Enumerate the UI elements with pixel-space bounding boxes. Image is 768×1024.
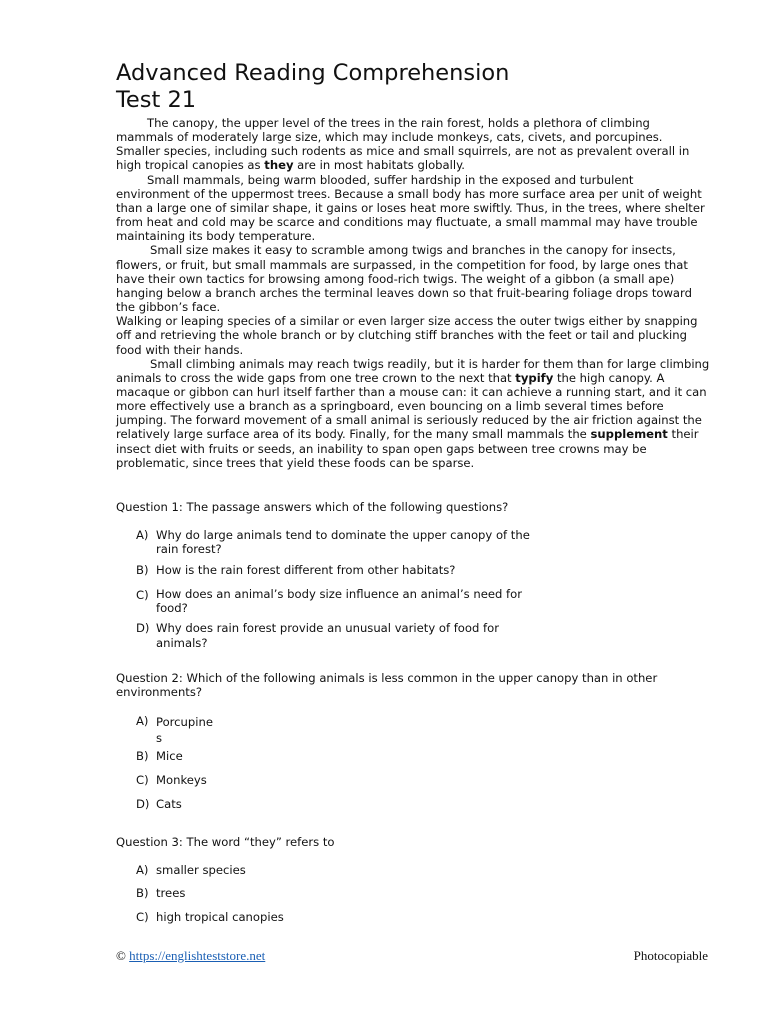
question-1-option-a[interactable] <box>116 528 596 558</box>
option-letter: B) <box>136 886 149 900</box>
option-text <box>156 714 576 746</box>
highlighted-word-typify: typify <box>515 370 554 385</box>
option-letter: D) <box>136 797 150 811</box>
option-text <box>156 749 576 763</box>
option-text-line: s <box>156 731 163 745</box>
option-text <box>156 528 576 557</box>
question-2-option-b[interactable] <box>116 749 596 765</box>
question-3-prompt: Question 3: The word “they” refers to <box>116 835 335 849</box>
option-text <box>156 773 576 787</box>
option-text-line: food? <box>156 600 188 615</box>
paragraph-text: Small climbing animals may reach twigs readily, but it is harder for them than for large climbing animals to cross the wide gaps from one tree crown to the next that <box>116 356 710 385</box>
option-text-line: Monkeys <box>156 773 207 787</box>
paragraph-text: the high canopy. A macaque or gibbon can hurl itself farther than a mouse can: it can achieve a running start, and it can more effectively use a branch as a springboard, even bouncing on a limb several times before jumping. The forward movement of a small animal is seriously reduced by the air friction against the relatively large surface area of its body. Finally, for the many small mammals the <box>116 370 707 442</box>
paragraph-text: Small size makes it easy to scramble among twigs and branches in the canopy for insects, flowers, or fruit, but small mammals are surpassed, in the competition for food, by large ones that have their own tactics for browsing among food-rich twigs. The weight of a gibbon (a small ape) hanging below a branch arches the terminal leaves down so that fruit-bearing foliage drops toward the gibbon’s face. <box>116 243 692 315</box>
option-text-line: trees <box>156 886 186 900</box>
option-text-line: How does an animal’s body size influence an animal’s need for <box>156 587 522 601</box>
paragraph-text: Small mammals, being warm blooded, suffer hardship in the exposed and turbulent environment of the uppermost trees. Because a small body has more surface area per unit of weight than a large one of similar shape, it gains or loses heat more swiftly. Thus, in the trees, where shelter from heat and cold may be scarce and conditions may fluctuate, a small mammal may have trouble maintaining its body temperature. <box>116 172 705 244</box>
option-letter: A) <box>136 863 149 877</box>
option-text <box>156 563 576 577</box>
question-3-option-c[interactable] <box>116 910 596 926</box>
option-text-line: rain forest? <box>156 542 222 557</box>
passage-paragraph-2 <box>116 173 710 244</box>
option-text-line: smaller species <box>156 863 246 877</box>
option-text <box>156 886 576 900</box>
passage-paragraph-5 <box>116 357 710 470</box>
paragraph-text: their insect diet with fruits or seeds, an inability to span open gaps between tree crowns may be problematic, since trees that yield these foods can be sparse. <box>116 427 699 470</box>
option-text <box>156 910 576 924</box>
option-letter: B) <box>136 749 149 763</box>
option-text <box>156 797 576 811</box>
page-title <box>116 60 676 113</box>
option-text-line: animals? <box>156 635 208 650</box>
photocopiable-label: Photocopiable <box>633 948 708 963</box>
highlighted-word-they: they <box>264 158 294 173</box>
copyright-symbol: © <box>116 948 126 963</box>
title-line-1: Advanced Reading Comprehension <box>116 60 510 86</box>
option-letter: A) <box>136 714 149 728</box>
option-letter: C) <box>136 773 149 787</box>
option-letter: B) <box>136 563 149 577</box>
option-letter: C) <box>136 910 149 924</box>
question-1-prompt: Question 1: The passage answers which of the following questions? <box>116 500 509 514</box>
question-2-option-d[interactable] <box>116 797 596 813</box>
question-3-option-b[interactable] <box>116 886 596 902</box>
question-2-prompt: Question 2: Which of the following animals is less common in the upper canopy than in other environments? <box>116 671 658 700</box>
option-text <box>156 621 576 650</box>
question-2-option-c[interactable] <box>116 773 596 789</box>
option-text <box>156 863 576 877</box>
option-letter: D) <box>136 621 150 635</box>
question-1-option-b[interactable] <box>116 563 596 579</box>
page-footer <box>116 947 710 965</box>
option-text-line: Why does rain forest provide an unusual variety of food for <box>156 621 499 635</box>
option-text-line: Cats <box>156 797 182 811</box>
website-link[interactable]: https://englishteststore.net <box>129 948 266 963</box>
option-text <box>156 588 576 615</box>
question-3-option-a[interactable] <box>116 863 596 879</box>
passage-paragraph-1 <box>116 116 710 173</box>
option-letter: C) <box>136 588 149 602</box>
copyright-notice <box>116 947 265 965</box>
question-2-option-a[interactable] <box>116 714 596 744</box>
option-text-line: high tropical canopies <box>156 910 284 924</box>
option-letter: A) <box>136 528 149 542</box>
option-text-line: Mice <box>156 749 183 763</box>
paragraph-text: The canopy, the upper level of the trees in the rain forest, holds a plethora of climbing mammals of moderately large size, which may include monkeys, cats, civets, and porcupines. Smaller species, including such rodents as mice and small squirrels, are not as prevalent overall in high tropical canopies as <box>116 116 690 173</box>
passage-paragraph-3 <box>116 243 710 314</box>
title-line-2: Test 21 <box>116 87 197 113</box>
option-text-line: Why do large animals tend to dominate the upper canopy of the <box>156 528 530 542</box>
highlighted-word-supplement: supplement <box>590 427 668 442</box>
option-text-line: How is the rain forest different from other habitats? <box>156 563 456 577</box>
question-1-option-d[interactable] <box>116 621 596 651</box>
option-text-line: Porcupine <box>156 715 213 729</box>
paragraph-text: are in most habitats globally. <box>293 158 465 173</box>
passage-paragraph-4 <box>116 314 710 356</box>
paragraph-text: Walking or leaping species of a similar or even larger size access the outer twigs either by snapping off and retrieving the whole branch or by clutching stiff branches with the feet or tail and plucking food with their hands. <box>116 314 698 357</box>
reading-passage <box>116 116 710 470</box>
question-1-option-c[interactable] <box>116 588 596 618</box>
